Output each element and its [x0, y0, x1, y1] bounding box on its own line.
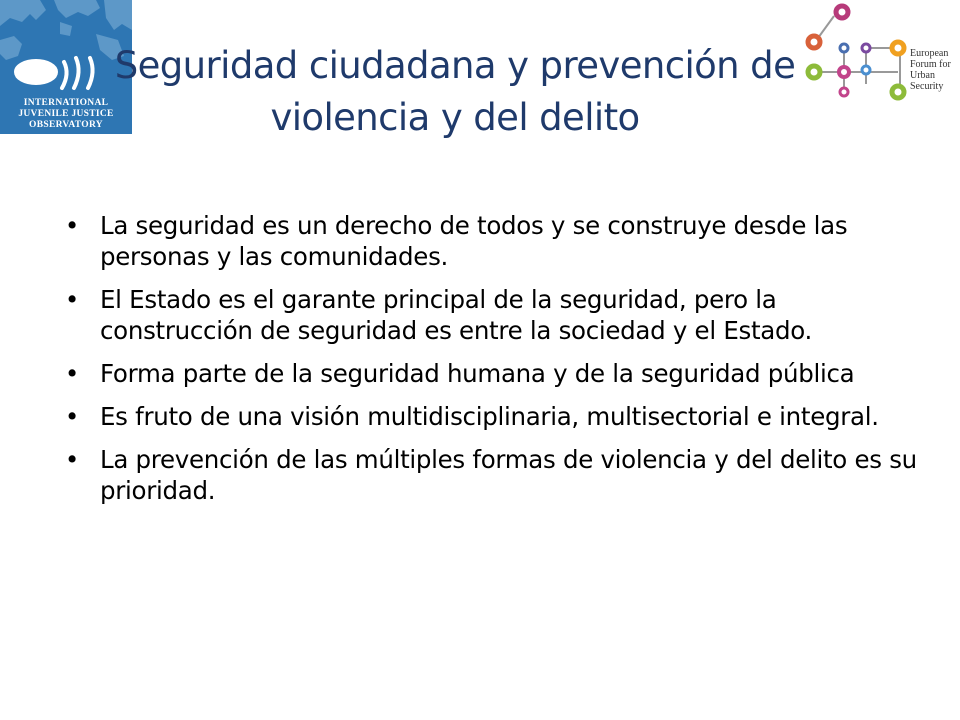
- bullet-item: [62, 444, 922, 506]
- bullet-item: [62, 284, 922, 346]
- bullet-item: [62, 210, 922, 272]
- slide-title-line-2: violencia y del delito: [270, 96, 640, 139]
- slide-title-line-1: Seguridad ciudadana y prevención de: [114, 44, 796, 87]
- bullet-text: La seguridad es un derecho de todos y se construye desde las personas y las comunidades.: [100, 211, 848, 271]
- oijj-logo-line-3: OBSERVATORY: [29, 120, 103, 130]
- efus-logo-line-4: Security: [910, 81, 944, 92]
- bullet-dot: •: [64, 211, 80, 240]
- bullet-dot: •: [64, 402, 80, 431]
- efus-logo-line-2: Forum for: [910, 59, 951, 70]
- bullet-dot: •: [64, 445, 80, 474]
- efus-logo-line-1: European: [910, 48, 949, 59]
- bullet-text: Forma parte de la seguridad humana y de la seguridad pública: [100, 359, 855, 388]
- bullet-text: El Estado es el garante principal de la seguridad, pero la construcción de seguridad es entre la sociedad y el Estado.: [100, 285, 812, 345]
- slide-title: [110, 40, 800, 144]
- bullet-dot: •: [64, 359, 80, 388]
- bullet-item: [62, 358, 922, 389]
- bullet-text: La prevención de las múltiples formas de violencia y del delito es su prioridad.: [100, 445, 917, 505]
- efus-logo-text: [910, 48, 951, 92]
- bullet-text: Es fruto de una visión multidisciplinaria, multisectorial e integral.: [100, 402, 879, 431]
- efus-logo: [794, 0, 960, 110]
- oijj-logo-line-1: INTERNATIONAL: [23, 98, 109, 108]
- efus-logo-line-3: Urban: [910, 70, 935, 81]
- bullet-dot: •: [64, 285, 80, 314]
- oijj-logo-line-2: JUVENILE JUSTICE: [18, 109, 114, 119]
- bullet-list: [62, 210, 922, 518]
- bullet-item: [62, 401, 922, 432]
